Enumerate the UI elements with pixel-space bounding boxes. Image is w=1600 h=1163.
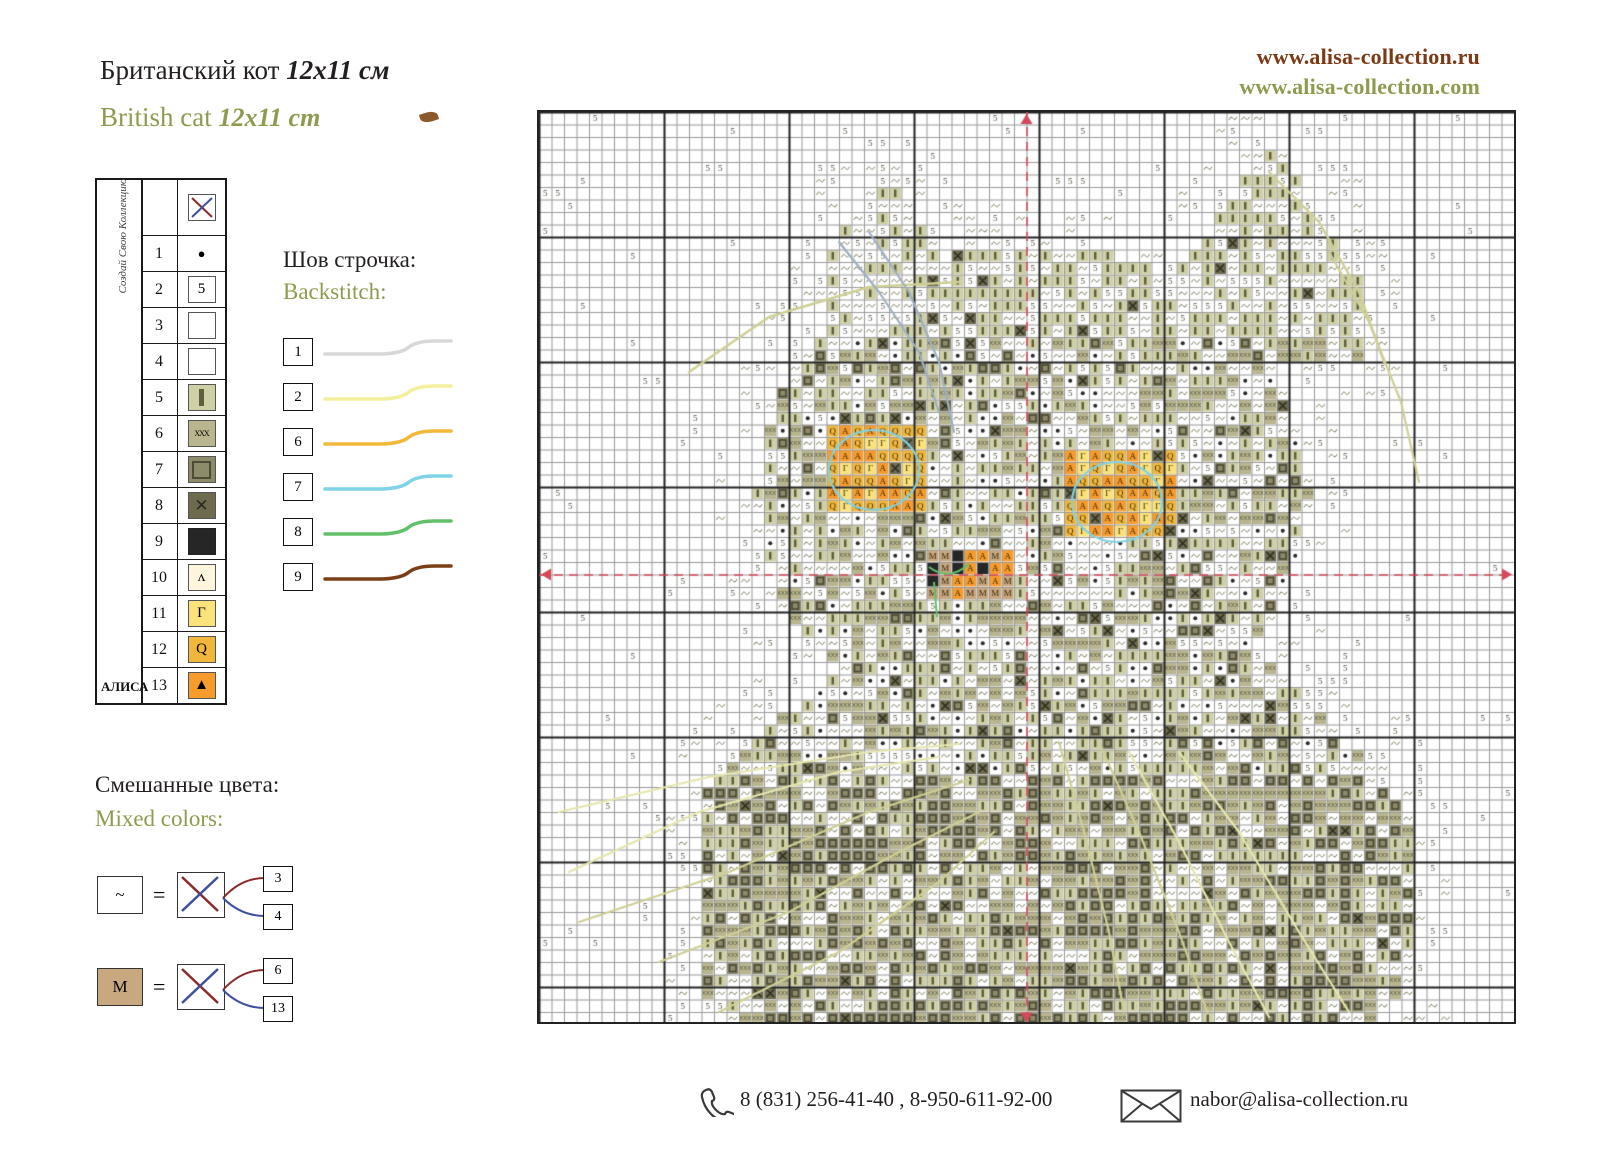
backstitch-number: 2 (283, 383, 313, 411)
page-title-ru (100, 55, 389, 86)
legend-row-symbol (178, 236, 225, 271)
legend-row-symbol (178, 416, 225, 451)
backstitch-number: 6 (283, 428, 313, 456)
phone-icon (700, 1087, 734, 1117)
backstitch-row (283, 383, 453, 411)
backstitch-sample-line (323, 428, 453, 454)
legend-row-number: 6 (141, 416, 178, 451)
footer-phone: 8 (831) 256-41-40 , 8-950-611-92-00 (740, 1087, 1053, 1111)
legend-row (141, 524, 225, 560)
mixed-cross-icon (177, 872, 225, 918)
legend-row (141, 380, 225, 416)
legend-swatch (188, 348, 216, 375)
backstitch-row (283, 518, 453, 546)
envelope-icon (1120, 1089, 1182, 1123)
legend-row-number: 8 (141, 488, 178, 523)
legend-swatch: ✕ (188, 492, 216, 519)
legend-row (141, 632, 225, 668)
legend-swatch: ▲ (188, 672, 216, 699)
leaf-decoration-icon (419, 109, 439, 124)
backstitch-label-en: Backstitch: (283, 279, 387, 304)
mixed-color-row (97, 868, 387, 928)
legend-swatch: 5 (188, 276, 216, 303)
legend-row (141, 488, 225, 524)
mixed-color-component: 4 (263, 904, 293, 930)
legend-vertical-slogan: Создай Свою Коллекцию (117, 178, 129, 294)
legend-row-number: 9 (141, 524, 178, 559)
title-ru-text: Британский кот (100, 55, 280, 85)
legend-row-number: 2 (141, 272, 178, 307)
legend-row-symbol (178, 272, 225, 307)
legend-row (141, 668, 225, 703)
mixed-color-row (97, 960, 387, 1020)
legend-row-number (141, 180, 178, 235)
page-title-en (100, 102, 320, 133)
legend-swatch (188, 312, 216, 339)
brand-logo: АЛИСА (101, 679, 149, 694)
legend-row-symbol (178, 596, 225, 631)
legend-row-number: 10 (141, 560, 178, 595)
legend-row (141, 308, 225, 344)
legend-row-symbol (178, 344, 225, 379)
backstitch-sample-line (323, 338, 453, 364)
title-ru-size: 12x11 см (286, 55, 390, 85)
legend-row (141, 596, 225, 632)
legend-row-symbol (178, 380, 225, 415)
website-ru-link[interactable]: www.alisa-collection.ru (1256, 44, 1480, 69)
backstitch-sample-line (323, 473, 453, 499)
legend-row (141, 236, 225, 272)
mixed-cross-icon (177, 964, 225, 1010)
backstitch-row (283, 473, 453, 501)
legend-row-symbol (178, 308, 225, 343)
backstitch-number: 9 (283, 563, 313, 591)
legend-swatch: ● (189, 241, 215, 266)
footer (0, 1083, 1600, 1123)
legend-row-symbol (178, 180, 225, 235)
cross-stitch-chart (537, 110, 1516, 1024)
legend-row-symbol (178, 632, 225, 667)
title-en-size: 12x11 cm (218, 103, 321, 132)
legend-row-number: 7 (141, 452, 178, 487)
legend-swatch: Q (188, 636, 216, 663)
equals-sign: = (153, 974, 166, 999)
backstitch-number: 7 (283, 473, 313, 501)
legend-row-number: 4 (141, 344, 178, 379)
legend-row-symbol (178, 668, 225, 703)
mixed-color-component: 13 (263, 996, 293, 1022)
legend-row (141, 272, 225, 308)
legend-row-symbol (178, 452, 225, 487)
backstitch-number: 8 (283, 518, 313, 546)
equals-sign: = (153, 882, 166, 907)
legend-swatch: XXX (188, 420, 216, 447)
mixed-color-component: 6 (263, 958, 293, 984)
legend-row-symbol (178, 488, 225, 523)
title-en-text: British cat (100, 102, 212, 132)
footer-email: nabor@alisa-collection.ru (1190, 1087, 1409, 1111)
mixed-colors-label-ru: Смешанные цвета: (95, 772, 280, 797)
legend-swatch: Г (188, 600, 216, 627)
legend-row-number: 13 (141, 668, 178, 703)
backstitch-sample-line (323, 563, 453, 589)
legend-row (141, 452, 225, 488)
legend-row-number: 12 (141, 632, 178, 667)
legend-swatch (188, 456, 216, 483)
legend-swatch (188, 194, 216, 221)
mixed-colors-label-en: Mixed colors: (95, 806, 224, 831)
legend-row-number: 5 (141, 380, 178, 415)
backstitch-label-ru: Шов строчка: (283, 247, 417, 272)
mixed-color-symbol: M (97, 968, 143, 1006)
backstitch-row (283, 428, 453, 456)
legend-row-symbol (178, 560, 225, 595)
legend-row-symbol (178, 524, 225, 559)
legend-row (141, 416, 225, 452)
backstitch-row (283, 338, 453, 366)
backstitch-sample-line (323, 518, 453, 544)
mixed-color-symbol: ~ (97, 876, 143, 914)
legend-row (141, 560, 225, 596)
backstitch-row (283, 563, 453, 591)
color-legend (95, 178, 227, 705)
legend-swatch: ʌ (188, 564, 216, 591)
legend-swatch (188, 528, 216, 555)
website-com-link[interactable]: www.alisa-collection.com (1239, 74, 1480, 99)
backstitch-sample-line (323, 383, 453, 409)
chart-canvas (539, 112, 1514, 1022)
legend-row (141, 180, 225, 236)
legend-brand-column (97, 178, 149, 703)
legend-row-number: 3 (141, 308, 178, 343)
legend-row-number: 1 (141, 236, 178, 271)
backstitch-number: 1 (283, 338, 313, 366)
legend-row-number: 11 (141, 596, 178, 631)
mixed-color-component: 3 (263, 866, 293, 892)
legend-row (141, 344, 225, 380)
legend-swatch (188, 384, 216, 411)
